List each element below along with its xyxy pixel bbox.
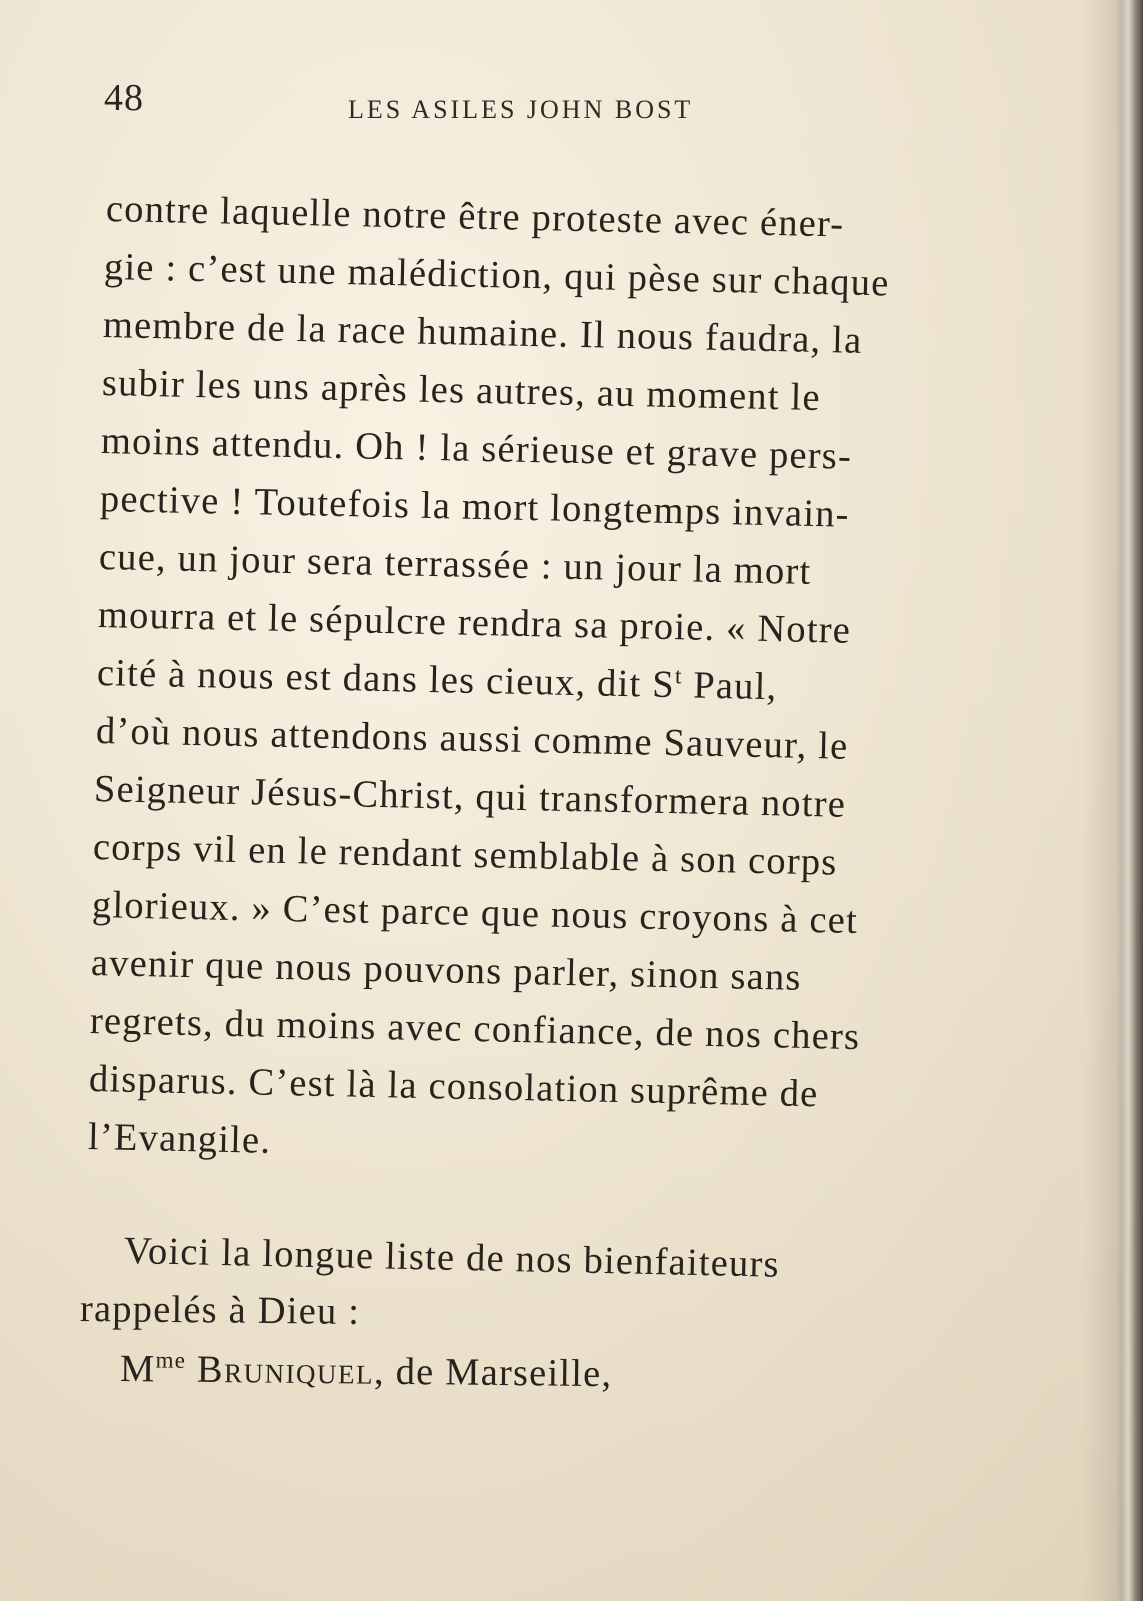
text-line-with-saint [97, 654, 778, 707]
text-line-part: cité à nous est dans les cieux, dit $S^t$ Paul, [96, 652, 778, 709]
text-line: l’Evangile. [87, 1116, 272, 1162]
text-line: membre de la race humaine. Il nous faudra, la [102, 304, 863, 362]
text-line: Seigneur Jésus-Christ, qui transformera notre [93, 768, 847, 826]
text-line: Voici la longue liste de nos bienfaiteurs [123, 1230, 781, 1286]
text-line: glorieux. » C’est parce que nous croyons à cet [91, 884, 859, 943]
honorific-sup: me [155, 1346, 187, 1373]
text-line: subir les uns après les autres, au moment le [101, 362, 822, 420]
text-line: mourra et le sépulcre rendra sa proie. « Notre [97, 594, 852, 652]
text-line: moins attendu. Oh ! la sérieuse et grave pers- [100, 420, 853, 478]
text-line: contre laquelle notre être proteste avec éner- [105, 188, 845, 246]
benefactor-name: Bruniquel [196, 1348, 375, 1393]
text-line: d’où nous attendons aussi comme Sauveur, le [95, 710, 849, 768]
page-number: 48 [104, 77, 144, 119]
text-line: pective ! Toutefois la mort longtemps invain- [99, 478, 851, 536]
text-line: rappelés à Dieu : [79, 1288, 361, 1333]
honorific: M [119, 1348, 156, 1391]
text-line: regrets, du moins avec confiance, de nos chers [89, 1000, 861, 1059]
benefactor-entry [119, 1346, 613, 1396]
text-line: cue, un jour sera terrassée : un jour la mort [98, 536, 812, 593]
benefactor-rest: , de Marseille, [373, 1350, 613, 1396]
running-title: LES ASILES JOHN BOST [348, 95, 694, 124]
text-line: gie : c’est une malédiction, qui pèse sur chaque [103, 246, 890, 305]
text-line: corps vil en le rendant semblable à son corps [92, 826, 838, 884]
text-line: disparus. C’est là la consolation suprême de [88, 1058, 819, 1116]
text-line: avenir que nous pouvons parler, sinon sans [90, 942, 803, 999]
